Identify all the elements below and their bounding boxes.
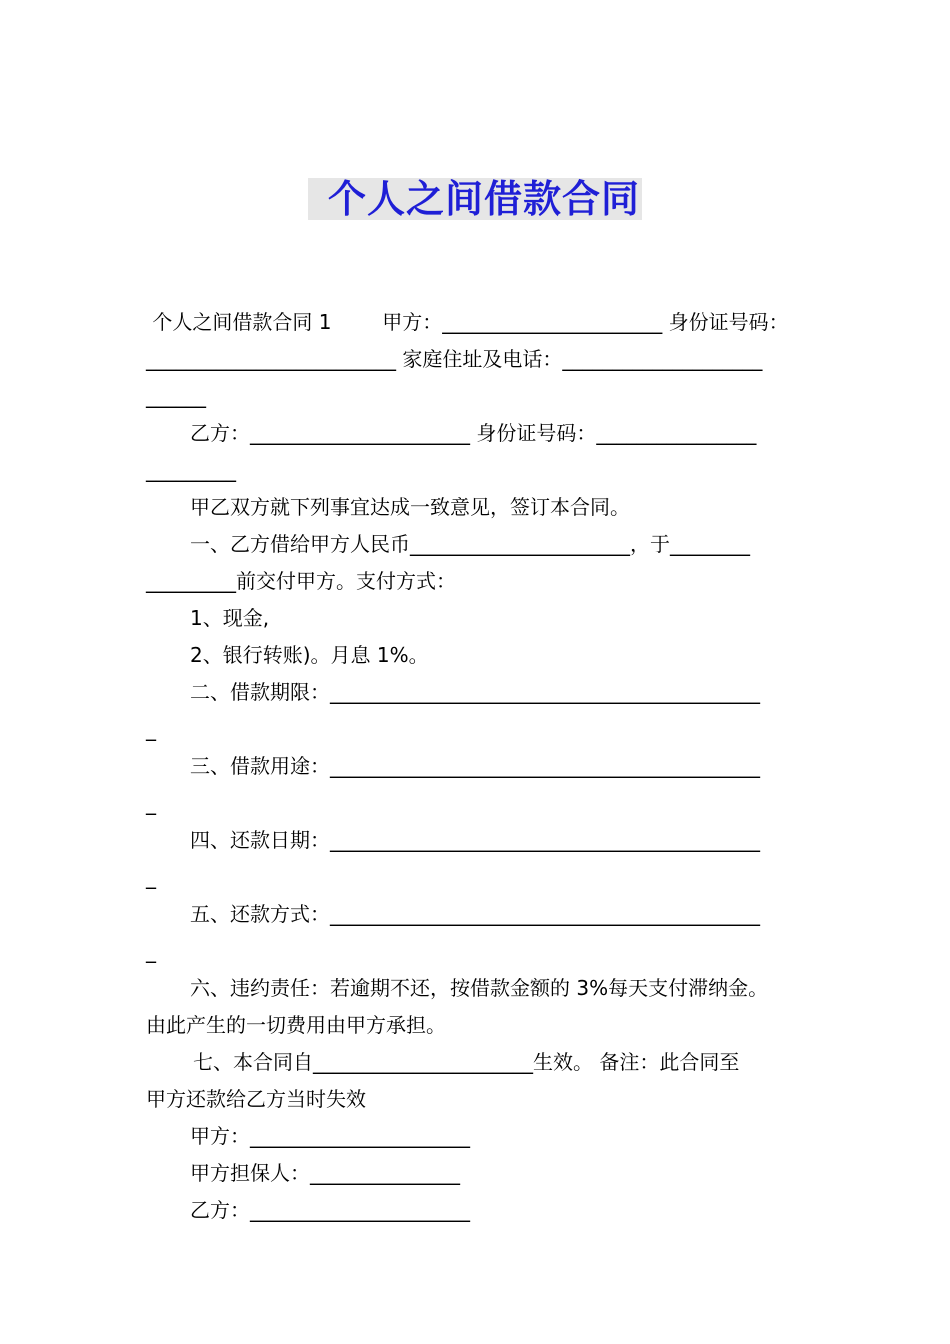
text-line: 三、借款用途：___________________________________________ [190, 754, 760, 778]
text-line: 由此产生的一切费用由甲方承担。 [146, 1013, 446, 1037]
document-title: 个人之间借款合同 [308, 178, 642, 220]
text-line: 乙方：______________________ 身份证号码：________________ [190, 421, 757, 445]
text-line: 甲方：______________________ [190, 1124, 470, 1148]
text-line: _ [146, 865, 156, 889]
text-line: 二、借款期限：___________________________________________ [190, 680, 760, 704]
text-line: 个人之间借款合同 1 甲方：______________________ 身份证号码： [146, 310, 789, 334]
text-line: 2、银行转账)。月息 1%。 [190, 643, 429, 667]
text-line: 1、现金, [190, 606, 270, 630]
text-line: _ [146, 939, 156, 963]
text-line: 六、违约责任：若逾期不还，按借款金额的 3%每天支付滞纳金。 [190, 976, 769, 1000]
text-line: _________ [146, 458, 236, 482]
text-line: _________________________ 家庭住址及电话：____________________ [146, 347, 763, 371]
document-body [146, 304, 814, 1229]
text-line: 甲方担保人：_______________ [190, 1161, 460, 1185]
text-line: 甲方还款给乙方当时失效 [146, 1087, 366, 1111]
text-line: _________前交付甲方。支付方式： [146, 569, 456, 593]
text-line: 四、还款日期：___________________________________________ [190, 828, 760, 852]
text-line: 一、乙方借给甲方人民币______________________，于________ [190, 532, 750, 556]
text-line: ______ [146, 384, 206, 408]
text-line: 乙方：______________________ [190, 1198, 470, 1222]
title-container [0, 178, 950, 220]
text-line: 五、还款方式：___________________________________________ [190, 902, 760, 926]
text-line: _ [146, 717, 156, 741]
text-line: _ [146, 791, 156, 815]
text-line: 甲乙双方就下列事宜达成一致意见，签订本合同。 [190, 495, 630, 519]
text-line: 七、本合同自______________________生效。 备注：此合同至 [193, 1050, 740, 1074]
